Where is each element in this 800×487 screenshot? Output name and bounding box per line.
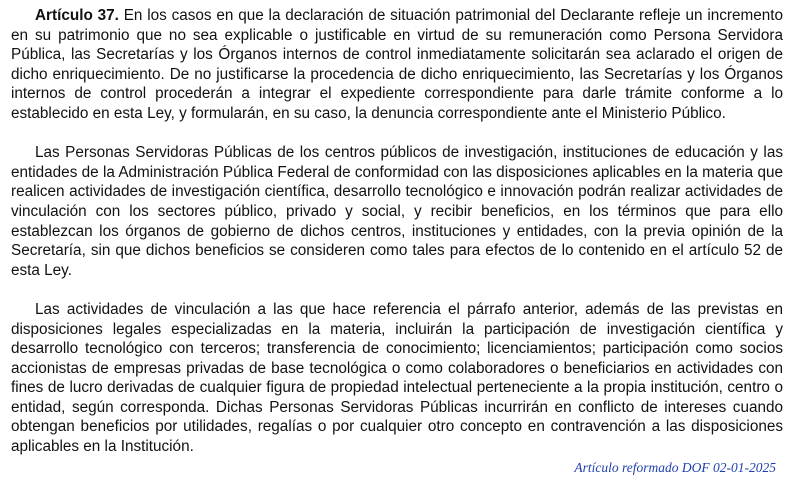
article-paragraph-2: Las Personas Servidoras Públicas de los centros públicos de investigación, instituciones de educación y las entidades de la Administración Pública Federal de conformidad con las disposiciones aplicables en la materia que realicen actividades de investigación científica, desarrollo tecnológico e innovación podrán realizar actividades de vinculación con los sectores público, privado y social, y recibir beneficios, en los términos que para ello establezcan los órganos de gobierno de dichos centros, instituciones y entidades, con la previa opinión de la Secretaría, sin que dichos beneficios se consideren como tales para efectos de lo contenido en el artículo 52 de esta Ley. [11, 144, 783, 279]
article-paragraph-1 [11, 6, 783, 124]
article-paragraph-1-body: En los casos en que la declaración de situación patrimonial del Declarante refleje un incremento en su patrimonio que no sea explicable o justificable en virtud de su remuneración como Persona Servidora Pública, las Secretarías y los Órganos internos de control inmediatamente solicitarán sea aclarado el origen de dicho enriquecimiento. De no justificarse la procedencia de dicho enriquecimiento, las Secretarías y los Órganos internos de control procederán a integrar el expediente correspondiente para darle trámite conforme a lo establecido en esta Ley, y formularán, en su caso, la denuncia correspondiente ante el Ministerio Público. [11, 7, 784, 122]
article-heading: Artículo 37. [35, 7, 119, 24]
legal-document [11, 6, 783, 457]
article-paragraph-3: Las actividades de vinculación a las que hace referencia el párrafo anterior, además de las previstas en disposiciones legales especializadas en la materia, incluirán la participación de investigación científica y desarrollo tecnológico con terceros; transferencia de conocimiento; licenciamientos; participación como socios accionistas de empresas privadas de base tecnológica o como colaboradores o beneficiarios en actividades con fines de lucro derivadas de cualquier figura de propiedad intelectual perteneciente a la propia institución, centro o entidad, según corresponda. Dichas Personas Servidoras Públicas incurrirán en conflicto de intereses cuando obtengan beneficios por utilidades, regalías o por cualquier otro concepto en contravención a las disposiciones aplicables en la Institución. [11, 300, 783, 456]
reform-note: Artículo reformado DOF 02-01-2025 [574, 460, 776, 475]
